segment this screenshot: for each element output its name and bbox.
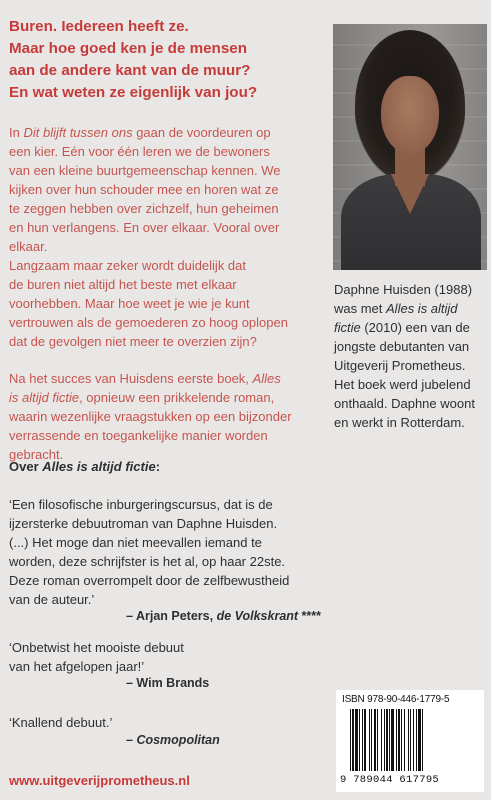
bio-line: Het boek werd jubelend xyxy=(334,377,471,392)
synopsis-line: voorhebben. Maar hoe weet je wie je kunt xyxy=(9,296,250,311)
barcode-bar xyxy=(352,709,354,771)
publisher-website-link[interactable]: www.uitgeverijprometheus.nl xyxy=(9,773,190,788)
synopsis-line: dat de gevolgen niet meer te overzien zijn? xyxy=(9,334,257,349)
review-quote: ‘Onbetwist het mooiste debuut van het afgelopen jaar!’ xyxy=(9,640,184,674)
review-quote: ‘Knallend debuut.’ xyxy=(9,715,113,730)
synopsis-line: In Dit blijft tussen ons gaan de voordeuren op xyxy=(9,125,271,140)
barcode-bar xyxy=(391,709,394,771)
bio-line: jongste debutanten van xyxy=(334,339,470,354)
synopsis-line: een kier. Eén voor één leren we de bewoners xyxy=(9,144,270,159)
bio-line: Uitgeverij Prometheus. xyxy=(334,358,466,373)
barcode-bar xyxy=(362,709,363,771)
barcode-bar xyxy=(389,709,390,771)
bio-line: onthaald. Daphne woont xyxy=(334,396,475,411)
synopsis-line: te zeggen hebben over zichzelf, hun geheimen xyxy=(9,201,279,216)
barcode-bar xyxy=(359,709,360,771)
back-cover-headline xyxy=(9,16,329,104)
headline-line: Maar hoe goed ken je de mensen xyxy=(9,40,248,57)
book-title: is altijd fictie xyxy=(9,390,80,405)
barcode-bar xyxy=(422,709,423,771)
headline-line: En wat weten ze eigenlijk van jou? xyxy=(9,84,258,101)
book-title: Alles is altijd fictie xyxy=(42,459,156,474)
review-attribution: – Arjan Peters, de Volkskrant **** xyxy=(126,609,322,623)
synopsis-line: elkaar. xyxy=(9,239,48,254)
barcode-bar xyxy=(401,709,402,771)
barcode-bar xyxy=(418,709,421,771)
bio-line: was met Alles is altijd xyxy=(334,301,458,316)
barcode-bar xyxy=(369,709,370,771)
synopsis-line: Langzaam maar zeker wordt duidelijk dat xyxy=(9,258,247,273)
synopsis-line: verrassende en toegankelijke manier worden xyxy=(9,428,268,443)
isbn-label: ISBN 978-90-446-1779-5 xyxy=(342,694,450,705)
rating-stars: **** xyxy=(298,609,322,623)
author-bio xyxy=(334,280,484,432)
synopsis-line: en hun verlangens. En over elkaar. Vooral over xyxy=(9,220,280,235)
barcode-bar xyxy=(413,709,414,771)
synopsis-line: is altijd fictie, opnieuw een prikkelende roman, xyxy=(9,390,275,405)
synopsis-line: kijken over hun schouder mee en horen wat ze xyxy=(9,182,279,197)
isbn-barcode xyxy=(336,690,484,792)
barcode-bar xyxy=(408,709,409,771)
synopsis-line: van een kleine buurtgemeenschap kennen. We xyxy=(9,163,281,178)
headline-line: Buren. Iedereen heeft ze. xyxy=(9,18,189,35)
publication-name: de Volkskrant xyxy=(216,609,299,623)
barcode-bar xyxy=(396,709,397,771)
barcode-bar xyxy=(384,709,385,771)
synopsis-line: gebracht. xyxy=(9,447,64,462)
barcode-bar xyxy=(404,709,405,771)
barcode-bar xyxy=(350,709,351,771)
barcode-bar xyxy=(364,709,366,771)
barcode-bar xyxy=(398,709,400,771)
headline-line: aan de andere kant van de muur? xyxy=(9,62,251,79)
book-title: Alles is altijd xyxy=(386,301,458,316)
barcode-bar xyxy=(377,709,378,771)
barcode-bar xyxy=(374,709,376,771)
book-title: Dit blijft tussen ons xyxy=(23,125,133,140)
review-quote: ‘Een filosofische inburgeringscursus, dat is de ijzersterke debuutroman van Daphne Huisden. (...) Het moge dan niet meevallen iemand te worden, deze schrijfster is het al, op haar 22ste. Deze roman overrompelt door de zelfbewustheid van de auteur.’ xyxy=(9,497,290,607)
synopsis-line: Na het succes van Huisdens eerste boek, Alles xyxy=(9,371,281,386)
barcode-bar xyxy=(386,709,388,771)
publication-name: Cosmopolitan xyxy=(136,733,220,747)
synopsis-line: waarin wezenlijke vraagstukken op een bijzonder xyxy=(9,409,292,424)
barcode-bar xyxy=(410,709,411,771)
bio-line: fictie (2010) een van de xyxy=(334,320,470,335)
synopsis-text xyxy=(9,123,327,464)
barcode-digits: 9 789044 617795 xyxy=(340,774,440,786)
barcode-bar xyxy=(371,709,372,771)
review-attribution: – Cosmopolitan xyxy=(126,733,220,747)
bio-line: Daphne Huisden (1988) xyxy=(334,282,473,297)
author-photo xyxy=(333,24,487,270)
reviews-heading: Over Alles is altijd fictie: xyxy=(9,459,161,474)
book-title: Alles xyxy=(252,371,281,386)
review-attribution: – Wim Brands xyxy=(126,676,210,690)
book-title: fictie xyxy=(334,320,361,335)
synopsis-line: de buren niet altijd het beste met elkaar xyxy=(9,277,237,292)
barcode-bar xyxy=(355,709,358,771)
barcode-bar xyxy=(381,709,382,771)
bio-line: en werkt in Rotterdam. xyxy=(334,415,465,430)
barcode-bar xyxy=(416,709,417,771)
synopsis-line: vertrouwen als de gemoederen zo hoog oplopen xyxy=(9,315,288,330)
